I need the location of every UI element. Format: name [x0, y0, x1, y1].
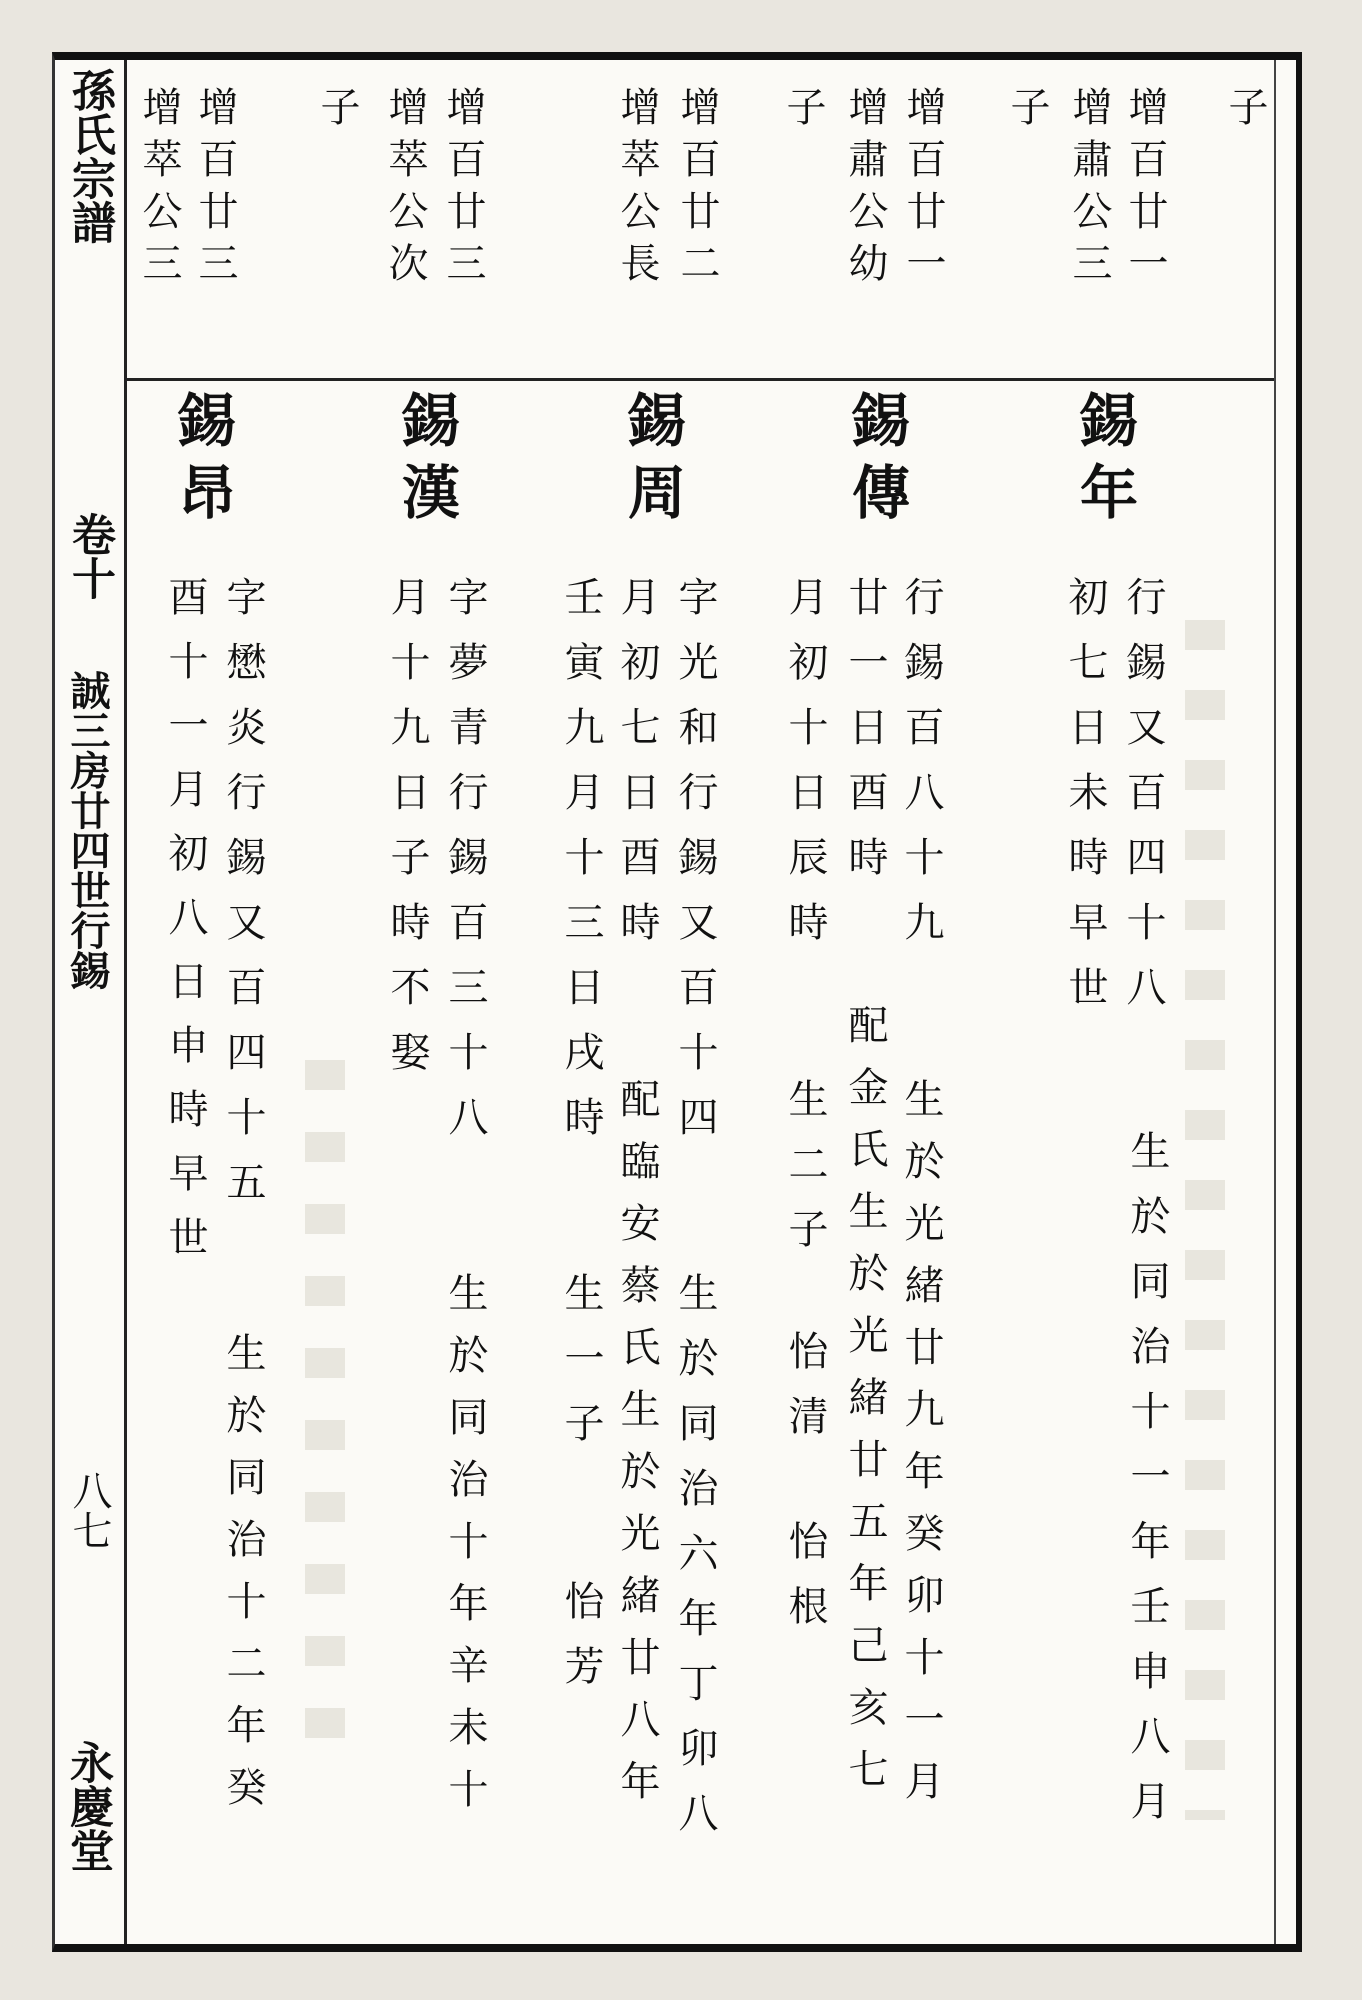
- upper-column: 增百廿二: [674, 86, 720, 294]
- person-name: 錫年: [1070, 390, 1138, 534]
- entry-line: 生於同治十一年壬申八月: [1124, 1130, 1170, 1845]
- upper-column: 子: [314, 86, 360, 138]
- folio-number: 八七: [66, 1470, 112, 1550]
- person-name: 錫傳: [842, 390, 910, 534]
- entry-line: 字光和行錫又百十四: [672, 576, 718, 1161]
- spine-strip: [55, 60, 127, 1944]
- upper-column: 增百廿三: [192, 86, 238, 294]
- upper-column: 增肅公三: [1066, 86, 1112, 294]
- entry-line: 初七日未時早世: [1062, 576, 1108, 1031]
- entry-line: 生二子: [782, 1078, 828, 1273]
- entry-line: 生於同治六年丁卯八: [672, 1272, 718, 1857]
- entry-line: 月十九日子時不娶: [384, 576, 430, 1096]
- entry-line: 配臨安蔡氏生於光緒廿八年: [614, 1078, 660, 1822]
- entry-line: 字懋炎行錫又百四十五: [220, 576, 266, 1226]
- spine-volume: 卷十: [64, 512, 115, 600]
- entry-line: 生一子: [558, 1272, 604, 1467]
- upper-column: 子: [780, 86, 826, 138]
- entry-line: 酉十一月初八日申時早世: [162, 576, 208, 1280]
- entry-line: 行錫百八十九: [898, 576, 944, 966]
- spine-section: 誠三房廿四世行錫: [64, 670, 111, 990]
- upper-column: 增肅公幼: [842, 86, 888, 294]
- entry-line: 行錫又百四十八: [1120, 576, 1166, 1031]
- entry-line: 壬寅九月十三日戌時: [558, 576, 604, 1161]
- bleed-through-mark: [1185, 620, 1225, 1820]
- upper-column: 子: [1004, 86, 1050, 138]
- upper-column: 增百廿一: [900, 86, 946, 294]
- entry-line: 字夢青行錫百三十八: [442, 576, 488, 1161]
- entry-line: 怡根: [782, 1520, 828, 1650]
- entry-line: 配金氏生於光緒廿五年己亥七: [842, 1004, 888, 1810]
- spine-title: 孫氏宗譜: [64, 68, 115, 244]
- entry-line: 廿一日酉時: [842, 576, 888, 901]
- upper-column: 增百廿三: [440, 86, 486, 294]
- entry-line: 怡清: [782, 1330, 828, 1460]
- person-name: 錫周: [618, 390, 686, 534]
- entry-line: 生於同治十二年癸: [220, 1332, 266, 1828]
- upper-column: 增萃公次: [382, 86, 428, 294]
- bleed-through-mark: [305, 1060, 345, 1760]
- genealogy-page: [52, 52, 1302, 1952]
- person-name: 錫漢: [392, 390, 460, 534]
- section-divider: [127, 378, 1274, 381]
- hall-name: 永慶堂: [62, 1740, 113, 1872]
- person-name: 錫昂: [168, 390, 236, 534]
- upper-column: 增百廿一: [1122, 86, 1168, 294]
- upper-column: 增萃公長: [614, 86, 660, 294]
- upper-column: 增萃公三: [136, 86, 182, 294]
- entry-line: 生於光緒廿九年癸卯十一月: [898, 1078, 944, 1822]
- entry-line: 月初十日辰時: [782, 576, 828, 966]
- entry-line: 生於同治十年辛未十: [442, 1272, 488, 1830]
- right-margin: [1274, 60, 1296, 1944]
- upper-column: 子: [1222, 86, 1268, 138]
- entry-line: 怡芳: [558, 1580, 604, 1710]
- entry-line: 月初七日酉時: [614, 576, 660, 966]
